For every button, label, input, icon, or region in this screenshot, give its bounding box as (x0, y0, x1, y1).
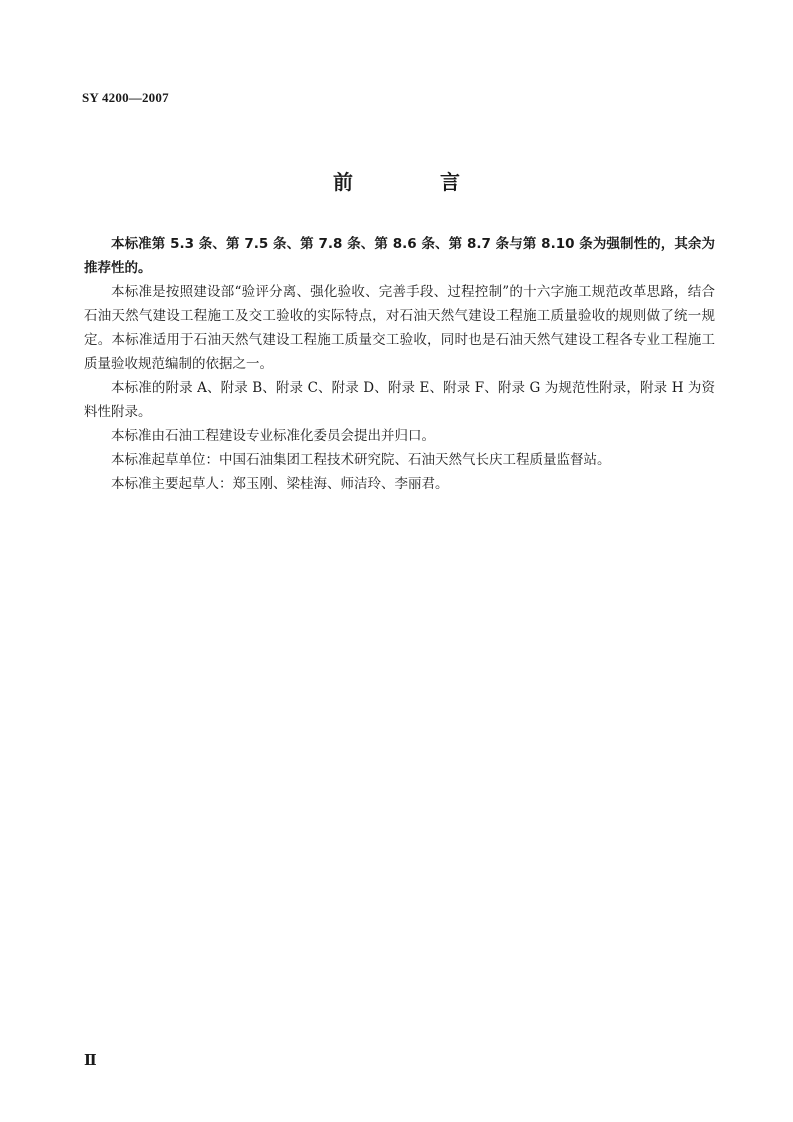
appendix-paragraph: 本标准的附录 A、附录 B、附录 C、附录 D、附录 E、附录 F、附录 G 为规范性附录，附录 H 为资料性附录。 (84, 380, 715, 420)
standard-code: SY 4200—2007 (82, 90, 169, 105)
mandatory-clauses-paragraph: 本标准第 5.3 条、第 7.5 条、第 7.8 条、第 8.6 条、第 8.7 条与第 8.10 条为强制性的，其余为推荐性的。 (84, 236, 715, 276)
basis-paragraph: 本标准是按照建设部“验评分离、强化验收、完善手段、过程控制”的十六字施工规范改革思路，结合石油天然气建设工程施工及交工验收的实际特点，对石油天然气建设工程施工质量验收的规则做了统一规定。本标准适用于石油天然气建设工程施工质量交工验收，同时也是石油天然气建设工程各专业工程施工质量验收规范编制的依据之一。 (84, 284, 715, 372)
page-title: 前 言 (333, 170, 500, 194)
drafting-unit-paragraph: 本标准起草单位：中国石油集团工程技术研究院、石油天然气长庆工程质量监督站。 (111, 452, 611, 468)
drafters-paragraph: 本标准主要起草人：郑玉刚、梁桂海、师洁玲、李丽君。 (111, 476, 449, 492)
page-number: Ⅱ (84, 1053, 97, 1069)
proposer-paragraph: 本标准由石油工程建设专业标准化委员会提出并归口。 (111, 428, 435, 444)
foreword-body (84, 232, 715, 496)
